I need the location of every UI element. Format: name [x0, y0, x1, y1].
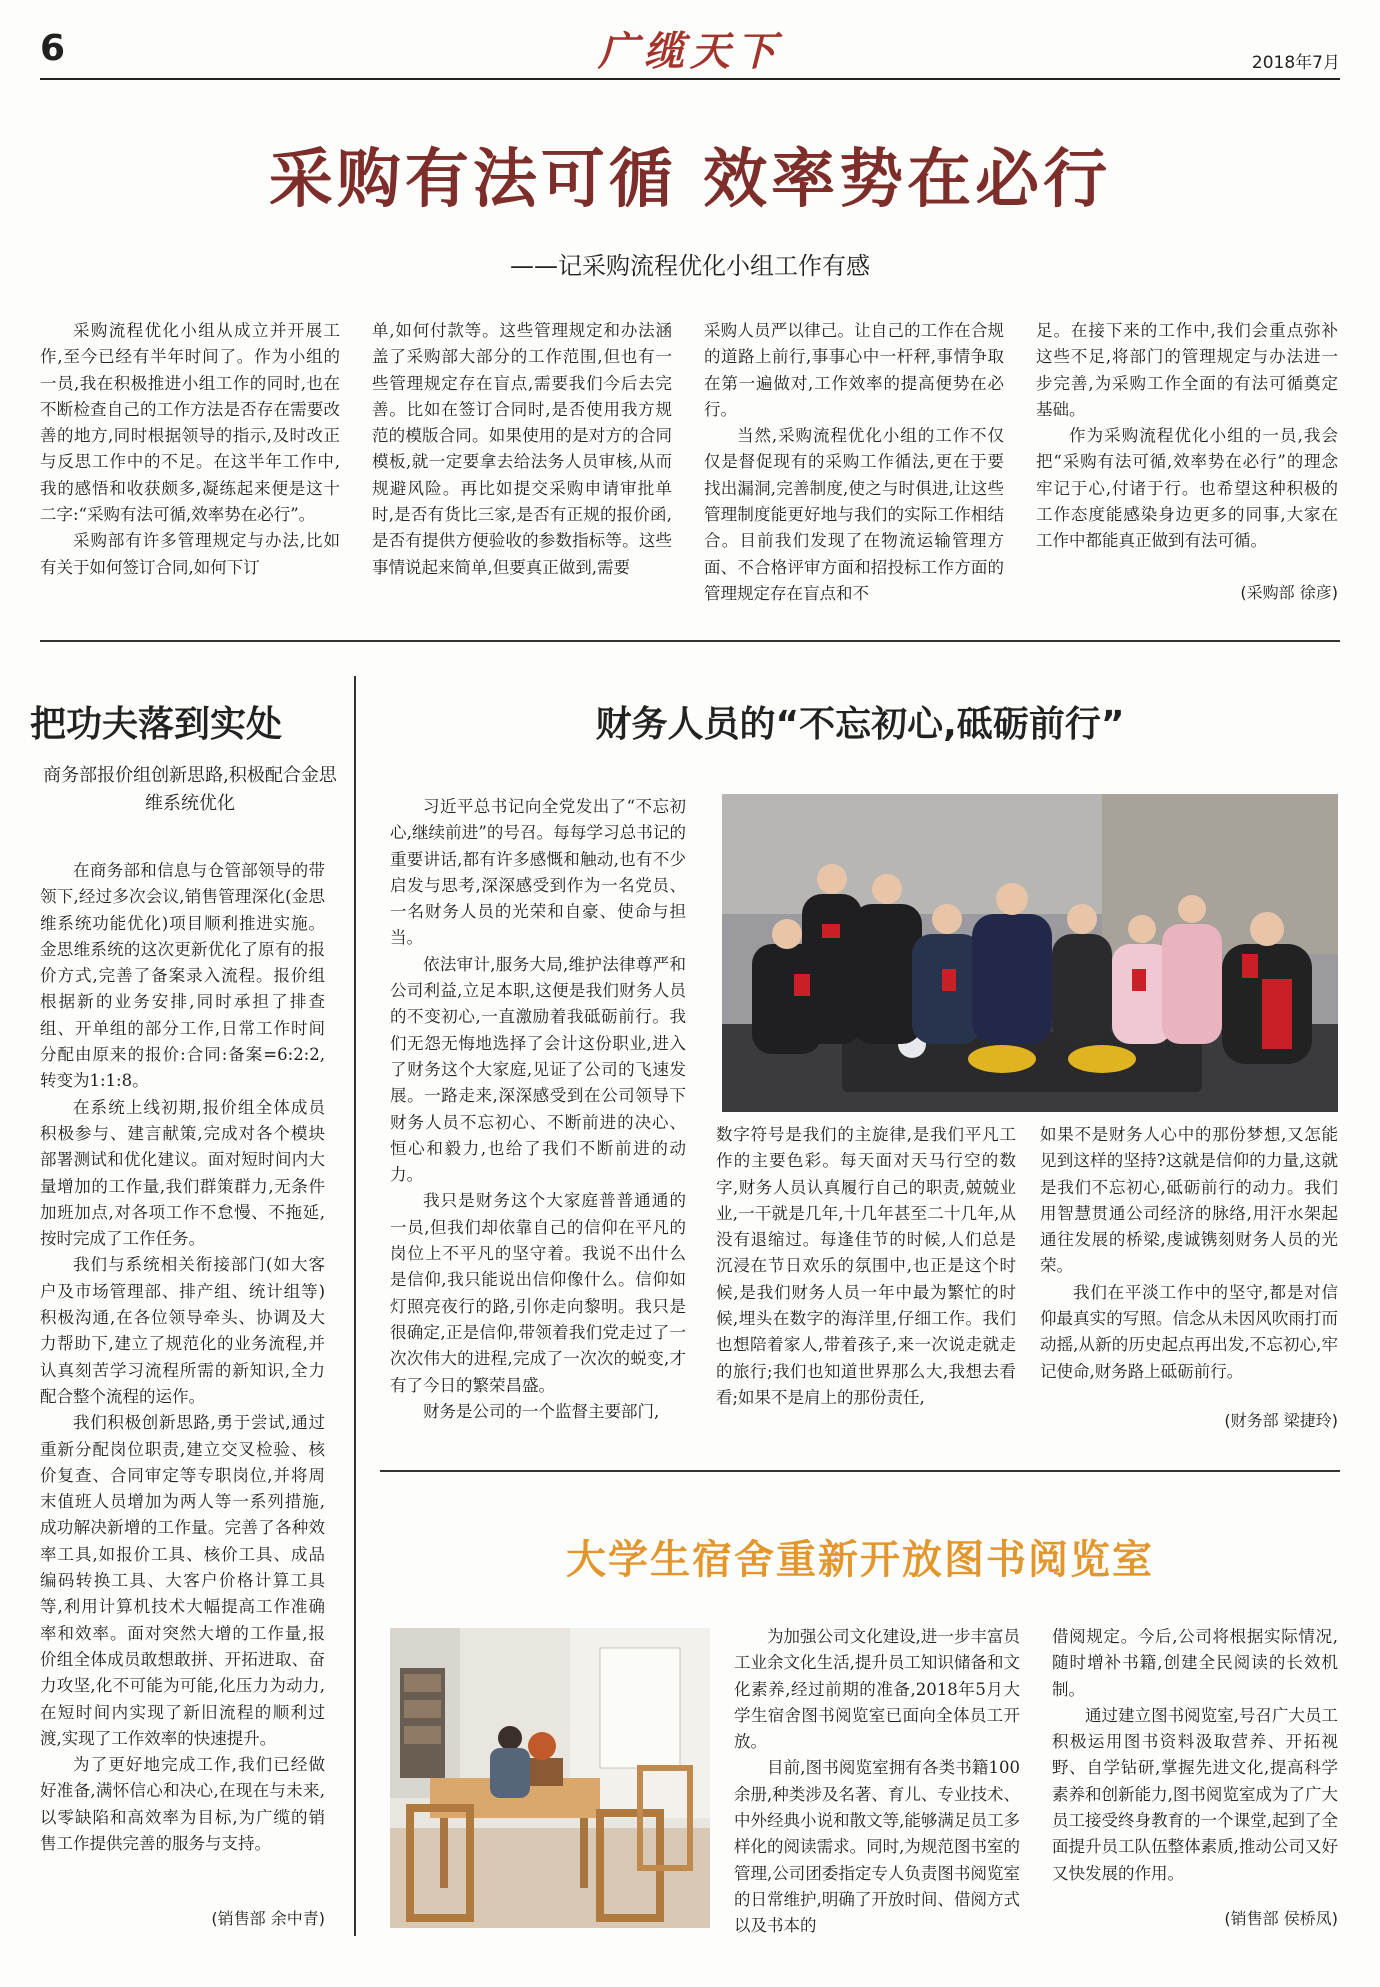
- article1-paragraph: 单,如何付款等。这些管理规定和办法涵盖了采购部大部分的工作范围,但也有一些管理规定存在盲点,需要我们今后去完善。比如在签订合同时,是否使用我方规范的模版合同。如果使用的是对方的合同模板,就一定要拿去给法务人员审核,从而规避风险。再比如提交采购申请审批单时,是否有货比三家,是否有正规的报价函,是否有提供方便验收的参数指标等。这些事情说起来简单,但要真正做到,需要: [372, 321, 672, 577]
- page-number: 6: [40, 28, 66, 69]
- section-divider: [40, 640, 1340, 642]
- article3-paragraph: 我只是财务这个大家庭普普通通的一员,但我们却依靠自己的信仰在平凡的岗位上不平凡的坚守着。我说不出什么是信仰,我只能说出信仰像什么。信仰如灯照亮夜行的路,引你走向黎明。我只是很确定,正是信仰,带领着我们党走过了一次次伟大的进程,完成了一次次的蜕变,才有了今日的繁荣昌盛。: [390, 1191, 686, 1395]
- article3-paragraph: 数字符号是我们的主旋律,是我们平凡工作的主要色彩。每天面对天马行空的数字,财务人员认真履行自己的职责,兢兢业业,一干就是几年,十几年甚至二十几年,从没有退缩过。每逢佳节的时候,人们总是沉浸在节日欢乐的氛围中,也正是这个时候,是我们财务人员一年中最为繁忙的时候,埋头在数字的海洋里,仔细工作。我们也想陪着家人,带着孩子,来一次说走就走的旅行;我们也知道世界那么大,我想去看看;如果不是肩上的那份责任,: [716, 1125, 1016, 1407]
- article2-paragraph: 我们积极创新思路,勇于尝试,通过重新分配岗位职责,建立交叉检验、核价复查、合同审定等专职岗位,并将周末值班人员增加为两人等一系列措施,成功解决新增的工作量。完善了各种效率工具,如报价工具、核价工具、成品编码转换工具、大客户价格计算工具等,利用计算机技术大幅提高工作准确率和效率。面对突然大增的工作量,报价组全体成员敢想敢拼、开拓进取、奋力攻坚,化不可能为可能,化压力为动力,在短时间内实现了新旧流程的顺利过渡,实现了工作效率的快速提升。: [40, 1413, 325, 1748]
- article4-column-1: [734, 1624, 1020, 1940]
- article2-byline: (销售部 余中青): [211, 1909, 325, 1928]
- article3-title: 财务人员的“不忘初心,砥砺前行”: [595, 704, 1125, 745]
- article1-title: 采购有法可循 效率势在必行: [268, 142, 1112, 217]
- article2-paragraph: 为了更好地完成工作,我们已经做好准备,满怀信心和决心,在现在与未来,以零缺陷和高效率为目标,为广缆的销售工作提供完善的服务与支持。: [40, 1755, 325, 1853]
- article1-column-3: [704, 318, 1004, 607]
- staff-group-photo: [722, 794, 1338, 1112]
- article4-paragraph: 为加强公司文化建设,进一步丰富员工业余文化生活,提升员工知识储备和文化素养,经过前期的准备,2018年5月大学生宿舍图书阅览室已面向全体员工开放。: [734, 1627, 1020, 1752]
- article4-paragraph: 借阅规定。今后,公司将根据实际情况,随时增补书籍,创建全民阅读的长效机制。: [1052, 1627, 1338, 1699]
- article4-title: 大学生宿舍重新开放图书阅览室: [566, 1537, 1154, 1583]
- article4-paragraph: 通过建立图书阅览室,号召广大员工积极运用图书资料汲取营养、开拓视野、自学钻研,掌握先进文化,提高科学素养和创新能力,图书阅览室成为了广大员工接受终身教育的一个课堂,起到了全面提升员工队伍整体素质,推动公司又好又快发展的作用。: [1052, 1705, 1338, 1883]
- article4-byline: (销售部 侯桥凤): [1224, 1909, 1338, 1928]
- photo-illustration: [390, 1628, 710, 1928]
- article3-paragraph: 我们在平淡工作中的坚守,都是对信仰最真实的写照。信念从未因风吹雨打而动摇,从新的历史起点再出发,不忘初心,牢记使命,财务路上砥砺前行。: [1040, 1282, 1338, 1381]
- photo-illustration: [722, 794, 1338, 1112]
- article1-paragraph: 当然,采购流程优化小组的工作不仅仅是督促现有的采购工作循法,更在于要找出漏洞,完善制度,使之与时俱进,让这些管理制度能更好地与我们的实际工作相结合。目前我们发现了在物流运输管理方面、不合格评审方面和招投标工作方面的管理规定存在盲点和不: [704, 426, 1004, 603]
- article3-column-2: [716, 1122, 1016, 1411]
- article2-subtitle: 商务部报价组创新思路,积极配合金思维系统优化: [43, 765, 337, 814]
- masthead-logo: 广缆天下: [598, 28, 782, 75]
- article1-subtitle: ——记采购流程优化小组工作有感: [510, 252, 870, 280]
- article4-column-2: [1052, 1624, 1338, 1887]
- article3-paragraph: 财务是公司的一个监督主要部门,: [423, 1401, 660, 1421]
- article1-column-1: [40, 318, 340, 581]
- article1-paragraph: 足。在接下来的工作中,我们会重点弥补这些不足,将部门的管理规定与办法进一步完善,为采购工作全面的有法可循奠定基础。: [1036, 321, 1338, 419]
- article2-paragraph: 在系统上线初期,报价组全体成员积极参与、建言献策,完成对各个模块部署测试和优化建议。面对短时间内大量增加的工作量,我们群策群力,无条件加班加点,对各项工作不怠慢、不拖延,按时完成了工作任务。: [40, 1097, 325, 1249]
- article3-paragraph: 如果不是财务人心中的那份梦想,又怎能见到这样的坚持?这就是信仰的力量,这就是我们不忘初心,砥砺前行的动力。我们用智慧贯通公司经济的脉络,用汗水架起通往发展的桥梁,虔诚镌刻财务人员的光荣。: [1040, 1125, 1338, 1276]
- header-rule: [40, 78, 1340, 80]
- article3-column-3: [1040, 1122, 1338, 1385]
- issue-date: 2018年7月: [1251, 53, 1340, 73]
- article1-column-4: [1036, 318, 1338, 555]
- article1-paragraph: 采购部有许多管理规定与办法,比如有关于如何签订合同,如何下订: [40, 531, 340, 577]
- article3-paragraph: 依法审计,服务大局,维护法律尊严和公司利益,立足本职,这便是我们财务人员的不变初心,一直激励着我砥砺前行。我们无怨无悔地选择了会计这份职业,进入了财务这个大家庭,见证了公司的飞速发展。一路走来,深深感受到在公司领导下财务人员不忘初心、不断前进的决心、恒心和毅力,也给了我们不断前进的动力。: [390, 954, 686, 1185]
- article1-paragraph: 采购流程优化小组从成立并开展工作,至今已经有半年时间了。作为小组的一员,我在积极推进小组工作的同时,也在不断检查自己的工作方法是否存在需要改善的地方,同时根据领导的指示,及时改正与反思工作中的不足。在这半年工作中,我的感悟和收获颇多,凝练起来便是这十二字:“采购有法可循,效率势在必行”。: [40, 321, 340, 525]
- article1-paragraph: 作为采购流程优化小组的一员,我会把“采购有法可循,效率势在必行”的理念牢记于心,付诸于行。也希望这种积极的工作态度能感染身边更多的同事,大家在工作中都能真正做到有法可循。: [1036, 426, 1338, 551]
- article3-byline: (财务部 梁捷玲): [1224, 1411, 1338, 1430]
- article3-paragraph: 习近平总书记向全党发出了“不忘初心,继续前进”的号召。每每学习总书记的重要讲话,都有许多感慨和触动,也有不少启发与思考,深深感受到作为一名党员、一名财务人员的光荣和自豪、使命与担当。: [390, 797, 686, 948]
- reading-room-photo: [390, 1628, 710, 1928]
- article1-column-2: [372, 318, 672, 581]
- section-divider: [380, 1470, 1340, 1472]
- article4-paragraph: 目前,图书阅览室拥有各类书籍100余册,种类涉及名著、育儿、专业技术、中外经典小说和散文等,能够满足员工多样化的阅读需求。同时,为规范图书室的管理,公司团委指定专人负责图书阅览室的日常维护,明确了开放时间、借阅方式以及书本的: [734, 1758, 1020, 1936]
- article1-byline: (采购部 徐彦): [1240, 583, 1338, 602]
- column-divider: [354, 676, 356, 1936]
- article3-column-1: [390, 794, 686, 1425]
- article2-title: 把功夫落到实处: [30, 704, 283, 745]
- article2-body: [40, 858, 325, 1857]
- article1-paragraph: 采购人员严以律己。让自己的工作在合规的道路上前行,事事心中一杆秤,事情争取在第一遍做对,工作效率的提高便势在必行。: [704, 321, 1004, 419]
- article2-paragraph: 在商务部和信息与仓管部领导的带领下,经过多次会议,销售管理深化(金思维系统功能优化)项目顺利推进实施。金思维系统的这次更新优化了原有的报价方式,完善了备案录入流程。报价组根据新的业务安排,同时承担了排查组、开单组的部分工作,日常工作时间分配由原来的报价:合同:备案=6:2:2,转变为1:1:8。: [40, 861, 325, 1091]
- article2-paragraph: 我们与系统相关衔接部门(如大客户及市场管理部、排产组、统计组等)积极沟通,在各位领导牵头、协调及大力帮助下,建立了规范化的业务流程,并认真刻苦学习流程所需的新知识,全力配合整个流程的运作。: [40, 1255, 325, 1406]
